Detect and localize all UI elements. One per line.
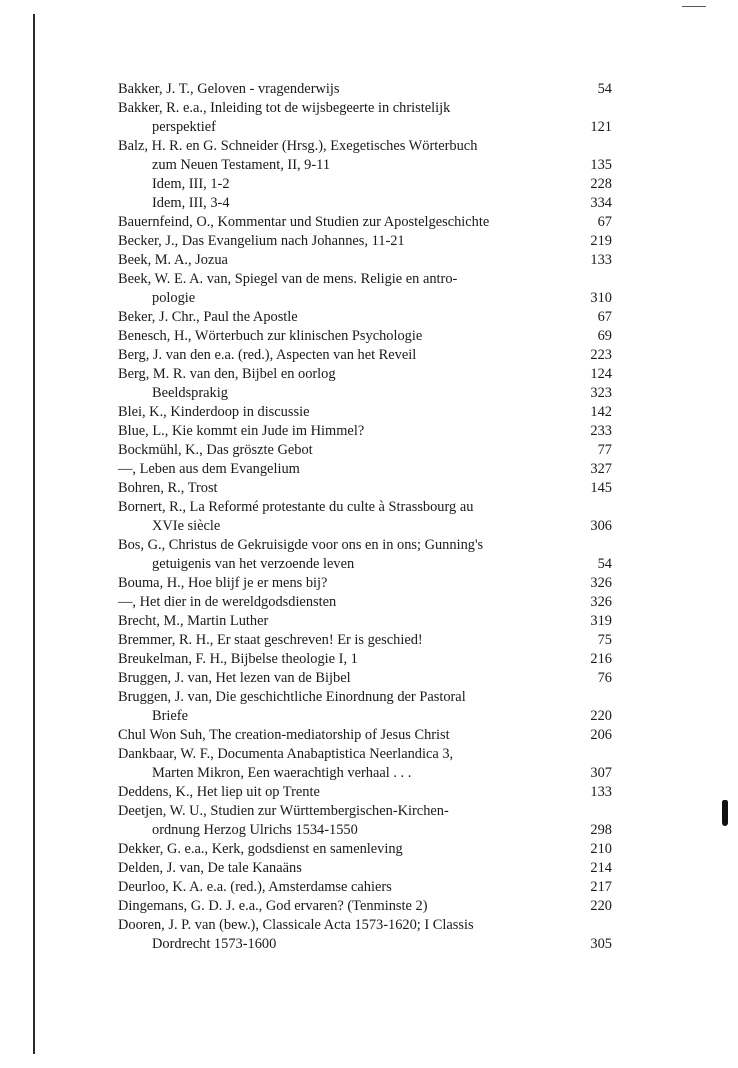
page-number: 206 [590,727,612,743]
index-entry [118,688,612,726]
index-entry [118,498,612,536]
page-number: 306 [590,518,612,534]
entry-text: Blei, K., Kinderdoop in discussie [118,404,310,420]
page-number: 142 [590,404,612,420]
entry-text: Bakker, R. e.a., Inleiding tot de wijsbegeerte in christelijk [118,100,451,116]
page-number: 75 [597,632,612,648]
entry-text: perspektief [152,119,216,135]
page-number: 310 [590,290,612,306]
index-entry [118,878,612,897]
entry-text: Benesch, H., Wörterbuch zur klinischen Psychologie [118,328,423,344]
page-number: 210 [590,841,612,857]
index-entry [118,346,612,365]
index-entry [118,745,612,783]
entry-text: Dooren, J. P. van (bew.), Classicale Acta 1573-1620; I Classis [118,917,474,933]
page-number: 214 [590,860,612,876]
index-entry [118,669,612,688]
page-number: 298 [590,822,612,838]
entry-text: Delden, J. van, De tale Kanaäns [118,860,302,876]
scan-edge-top [682,6,706,7]
page-number: 319 [590,613,612,629]
page-number: 67 [597,309,612,325]
scan-mark [722,800,728,826]
entry-text: Blue, L., Kie kommt ein Jude im Himmel? [118,423,365,439]
entry-text: Bauernfeind, O., Kommentar und Studien zur Apostelgeschichte [118,214,490,230]
page-number: 327 [590,461,612,477]
entry-text: Dordrecht 1573-1600 [152,936,277,952]
entry-text: Bremmer, R. H., Er staat geschreven! Er is geschied! [118,632,423,648]
page-number: 334 [590,195,612,211]
entry-text: Balz, H. R. en G. Schneider (Hrsg.), Exegetisches Wörterbuch [118,138,478,154]
page-number: 76 [597,670,612,686]
entry-text: Berg, M. R. van den, Bijbel en oorlog [118,366,336,382]
entry-text: Bornert, R., La Reformé protestante du culte à Strassbourg au [118,499,474,515]
entry-text: Dankbaar, W. F., Documenta Anabaptistica Neerlandica 3, [118,746,454,762]
entry-text: pologie [152,290,196,306]
entry-text: Bohren, R., Trost [118,480,218,496]
index-entry [118,631,612,650]
index-entry [118,308,612,327]
index-entry [118,897,612,916]
page-number: 216 [590,651,612,667]
index-entry [118,270,612,308]
page-number: 323 [590,385,612,401]
entry-text: Idem, III, 1-2 [152,176,230,192]
page-number: 220 [590,898,612,914]
page-number: 145 [590,480,612,496]
page-number: 67 [597,214,612,230]
page-number: 69 [597,328,612,344]
index-entry [118,802,612,840]
scan-edge-left [33,14,35,1054]
index-entry [118,384,612,403]
page-number: 307 [590,765,612,781]
index-entry [118,612,612,631]
index-entry [118,365,612,384]
page-number: 124 [590,366,612,382]
index-entry [118,916,612,954]
index-entry [118,574,612,593]
index-entry [118,422,612,441]
page-number: 233 [590,423,612,439]
entry-text: Berg, J. van den e.a. (red.), Aspecten van het Reveil [118,347,417,363]
index-entry [118,859,612,878]
entry-text: Bos, G., Christus de Gekruisigde voor ons en in ons; Gunning's [118,537,484,553]
index-entry [118,194,612,213]
entry-text: Deurloo, K. A. e.a. (red.), Amsterdamse cahiers [118,879,392,895]
entry-text: getuigenis van het verzoende leven [152,556,355,572]
entry-text: Becker, J., Das Evangelium nach Johannes, 11-21 [118,233,405,249]
index-list [118,80,612,954]
entry-text: Bruggen, J. van, Die geschichtliche Einordnung der Pastoral [118,689,466,705]
index-entry [118,137,612,175]
index-entry [118,251,612,270]
entry-text: —, Leben aus dem Evangelium [118,461,300,477]
index-entry [118,175,612,194]
entry-text: Briefe [152,708,188,724]
entry-text: zum Neuen Testament, II, 9-11 [152,157,331,173]
index-entry [118,650,612,669]
entry-text: Deetjen, W. U., Studien zur Württembergischen-Kirchen- [118,803,449,819]
page-number: 133 [590,784,612,800]
index-entry [118,460,612,479]
page-number: 133 [590,252,612,268]
index-entry [118,536,612,574]
entry-text: Dekker, G. e.a., Kerk, godsdienst en samenleving [118,841,403,857]
entry-text: Beek, M. A., Jozua [118,252,228,268]
index-entry [118,441,612,460]
entry-text: Bockmühl, K., Das gröszte Gebot [118,442,313,458]
index-entry [118,479,612,498]
index-entry [118,99,612,137]
index-entry [118,232,612,251]
index-entry [118,403,612,422]
page-number: 326 [590,594,612,610]
entry-text: Bouma, H., Hoe blijf je er mens bij? [118,575,328,591]
entry-text: XVIe siècle [152,518,221,534]
entry-text: Bakker, J. T., Geloven - vragenderwijs [118,81,340,97]
entry-text: Idem, III, 3-4 [152,195,230,211]
index-entry [118,783,612,802]
page-number: 77 [597,442,612,458]
entry-text: Beker, J. Chr., Paul the Apostle [118,309,298,325]
page-number: 305 [590,936,612,952]
entry-text: Brecht, M., Martin Luther [118,613,269,629]
page-number: 219 [590,233,612,249]
page-number: 326 [590,575,612,591]
page-number: 223 [590,347,612,363]
entry-text: ordnung Herzog Ulrichs 1534-1550 [152,822,358,838]
entry-text: —, Het dier in de wereldgodsdiensten [118,594,337,610]
entry-text: Deddens, K., Het liep uit op Trente [118,784,320,800]
entry-text: Beek, W. E. A. van, Spiegel van de mens. Religie en antro- [118,271,458,287]
page-number: 121 [590,119,612,135]
index-entry [118,213,612,232]
entry-text: Breukelman, F. H., Bijbelse theologie I, 1 [118,651,358,667]
page-number: 228 [590,176,612,192]
entry-text: Beeldsprakig [152,385,228,401]
index-entry [118,726,612,745]
entry-text: Chul Won Suh, The creation-mediatorship of Jesus Christ [118,727,450,743]
page-number: 54 [597,81,612,97]
index-entry [118,327,612,346]
page-number: 217 [590,879,612,895]
page-number: 220 [590,708,612,724]
entry-text: Marten Mikron, Een waerachtigh verhaal . . . [152,765,412,781]
entry-text: Bruggen, J. van, Het lezen van de Bijbel [118,670,351,686]
index-entry [118,80,612,99]
entry-text: Dingemans, G. D. J. e.a., God ervaren? (Tenminste 2) [118,898,428,914]
index-entry [118,840,612,859]
index-entry [118,593,612,612]
page-number: 54 [597,556,612,572]
page-number: 135 [590,157,612,173]
